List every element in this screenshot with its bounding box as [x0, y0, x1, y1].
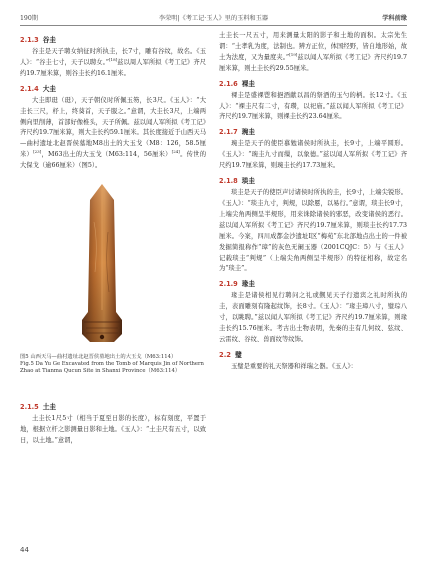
- header-rule: [20, 25, 407, 26]
- page-number: 44: [20, 546, 29, 554]
- paragraph: 裸圭是盛裸鬯和挹酒献以昌的祭酒的玉勺的柄。长12寸。《玉人》：“裸圭尺有二寸，有瓒，以祀庙。”兹以闻人军所拟《考工记》齐尺约19.7厘米算，则裸圭长约23.64厘米。: [219, 91, 407, 121]
- section-heading: 2.1.3 谷圭: [20, 36, 56, 44]
- figure-5: [20, 178, 206, 398]
- paragraph: 瑑圭是诸侯相见行聘问之礼或觐见天子行遗宾之礼时所执的圭，表面雕刻有隆起纹饰，长8寸。《玉人》：“瑑圭璋八寸，璧琮八寸，以眺聘。”兹以闻人军所拟《考工记》齐尺约19.7厘米算，则瑑圭长约15.76厘米。考古出土物表明，先秦的圭有几何纹、弦纹、云雷纹、谷纹、兽面纹等纹饰。: [219, 292, 407, 343]
- issue-number: 190期: [20, 15, 38, 22]
- right-column: [219, 31, 407, 373]
- jade-dagger-image: [74, 182, 130, 350]
- caption-chinese: 图5 山西天马—曲村遗址北赵晋侯墓地出土的大玉戈（M63:114）: [20, 354, 177, 361]
- section-heading: 2.1.4 大圭: [20, 84, 56, 93]
- caption-english: Fig.5 Da Yu Ge Excavated from the Tomb of Marquis Jin of Northern Zhao at Tianma Qucun Site in Shanxi Province（M63:114）: [20, 361, 204, 375]
- paragraph: 大圭即珽（珽），天子朝仪时所佩玉笏，长3尺。《玉人》：“大圭长三尺，杼上，终葵首，天子服之。”意谓，大圭长3尺，上端两侧向里削薄，首部好像椎头，天子所佩。兹以闻人军所拟《考工记》齐尺约19.7厘米算，则大圭长约59.1厘米。其长度接近于山西天马—曲村遗址北赵晋侯墓地M8出土的大玉戈（M8：126，58.5厘米）[23]，M63出土的大玉戈（M63:114，56厘米）[24]。传世的大保戈（逾66厘米）（图5）。: [20, 96, 206, 170]
- section-name: 学科前缘: [382, 15, 407, 22]
- running-header: [20, 11, 407, 23]
- paragraph: 玉璧是重要的礼天祭器和祥瑞之器。《玉人》：: [231, 362, 357, 370]
- paragraph: 土圭长1尺5寸（相当于夏至日影的长度），标有刻度，平置于地，根据立杆之影测量日影和土地。《玉人》：“土圭尺有五寸，以致日，以土地。”意谓，: [20, 415, 206, 444]
- section-heading: 2.1.8 琰圭: [219, 177, 255, 186]
- paragraph: 琬圭是天子的使臣慕勉诸侯时所执圭，长9寸，上端平圆形。《玉人》：“琬圭九寸而缫，以象德。”兹以闻人军所拟《考工记》齐尺约19.7厘米算，则琬圭长约17.73厘米。: [219, 140, 407, 170]
- section-heading: 2.2 璧: [219, 350, 242, 359]
- section-heading: 2.1.7 琬圭: [219, 128, 255, 137]
- left-column: [20, 31, 206, 447]
- figure-caption: [20, 354, 206, 375]
- article-title: 李荣明|《考工记·玉人》里的玉料和玉器: [158, 15, 269, 22]
- paragraph: 谷圭是天子聘女纳征时所执圭，长7寸，雕有谷纹，故名。《玉人》：“谷圭七寸，天子以聘女。”[18]兹以周人军所拟《考工记》齐尺约19.7厘米算，则谷圭长约16.1厘米。: [20, 48, 207, 77]
- section-heading: 2.1.9 瑑圭: [219, 280, 255, 289]
- section-heading: 2.1.6 裸圭: [219, 79, 255, 88]
- paragraph: 土圭长一尺五寸，用来测量太阳的影子和土地的面积。太宗先生谓：“土孝乳为度，法制也。辨方正位，体国经野，皆自地形始，故土为法度，又为量度夹。”[19]兹以闻人军所拟《考工记》齐尺约19.7厘米算，则土圭长约29.55厘米。: [219, 32, 407, 72]
- paragraph: 琰圭是天子的使臣声讨诸侯时所执的圭，长9寸，上端尖锐形。《玉人》：“琰圭九寸，判规，以除慝，以易行。”意谓，琰圭长9寸，上端尖角两侧呈半规形，用来诛除诸侯的邪恶，改变诸侯的恶行。兹以闻人军所拟《考工记》齐尺约19.7厘米算，则琰圭长约17.73厘米。今案，四川成都金沙遗址I区“梅苑”东北部地点出土的一件被发掘简报称作“璋”的灰色无阑玉器（2001CQJC：5）与《玉人》记载琰圭“判规”（上端尖角两侧呈半规形）的特征相称，故定名为“琰圭”。: [219, 189, 407, 273]
- section-heading: 2.1.5 土圭: [20, 403, 56, 412]
